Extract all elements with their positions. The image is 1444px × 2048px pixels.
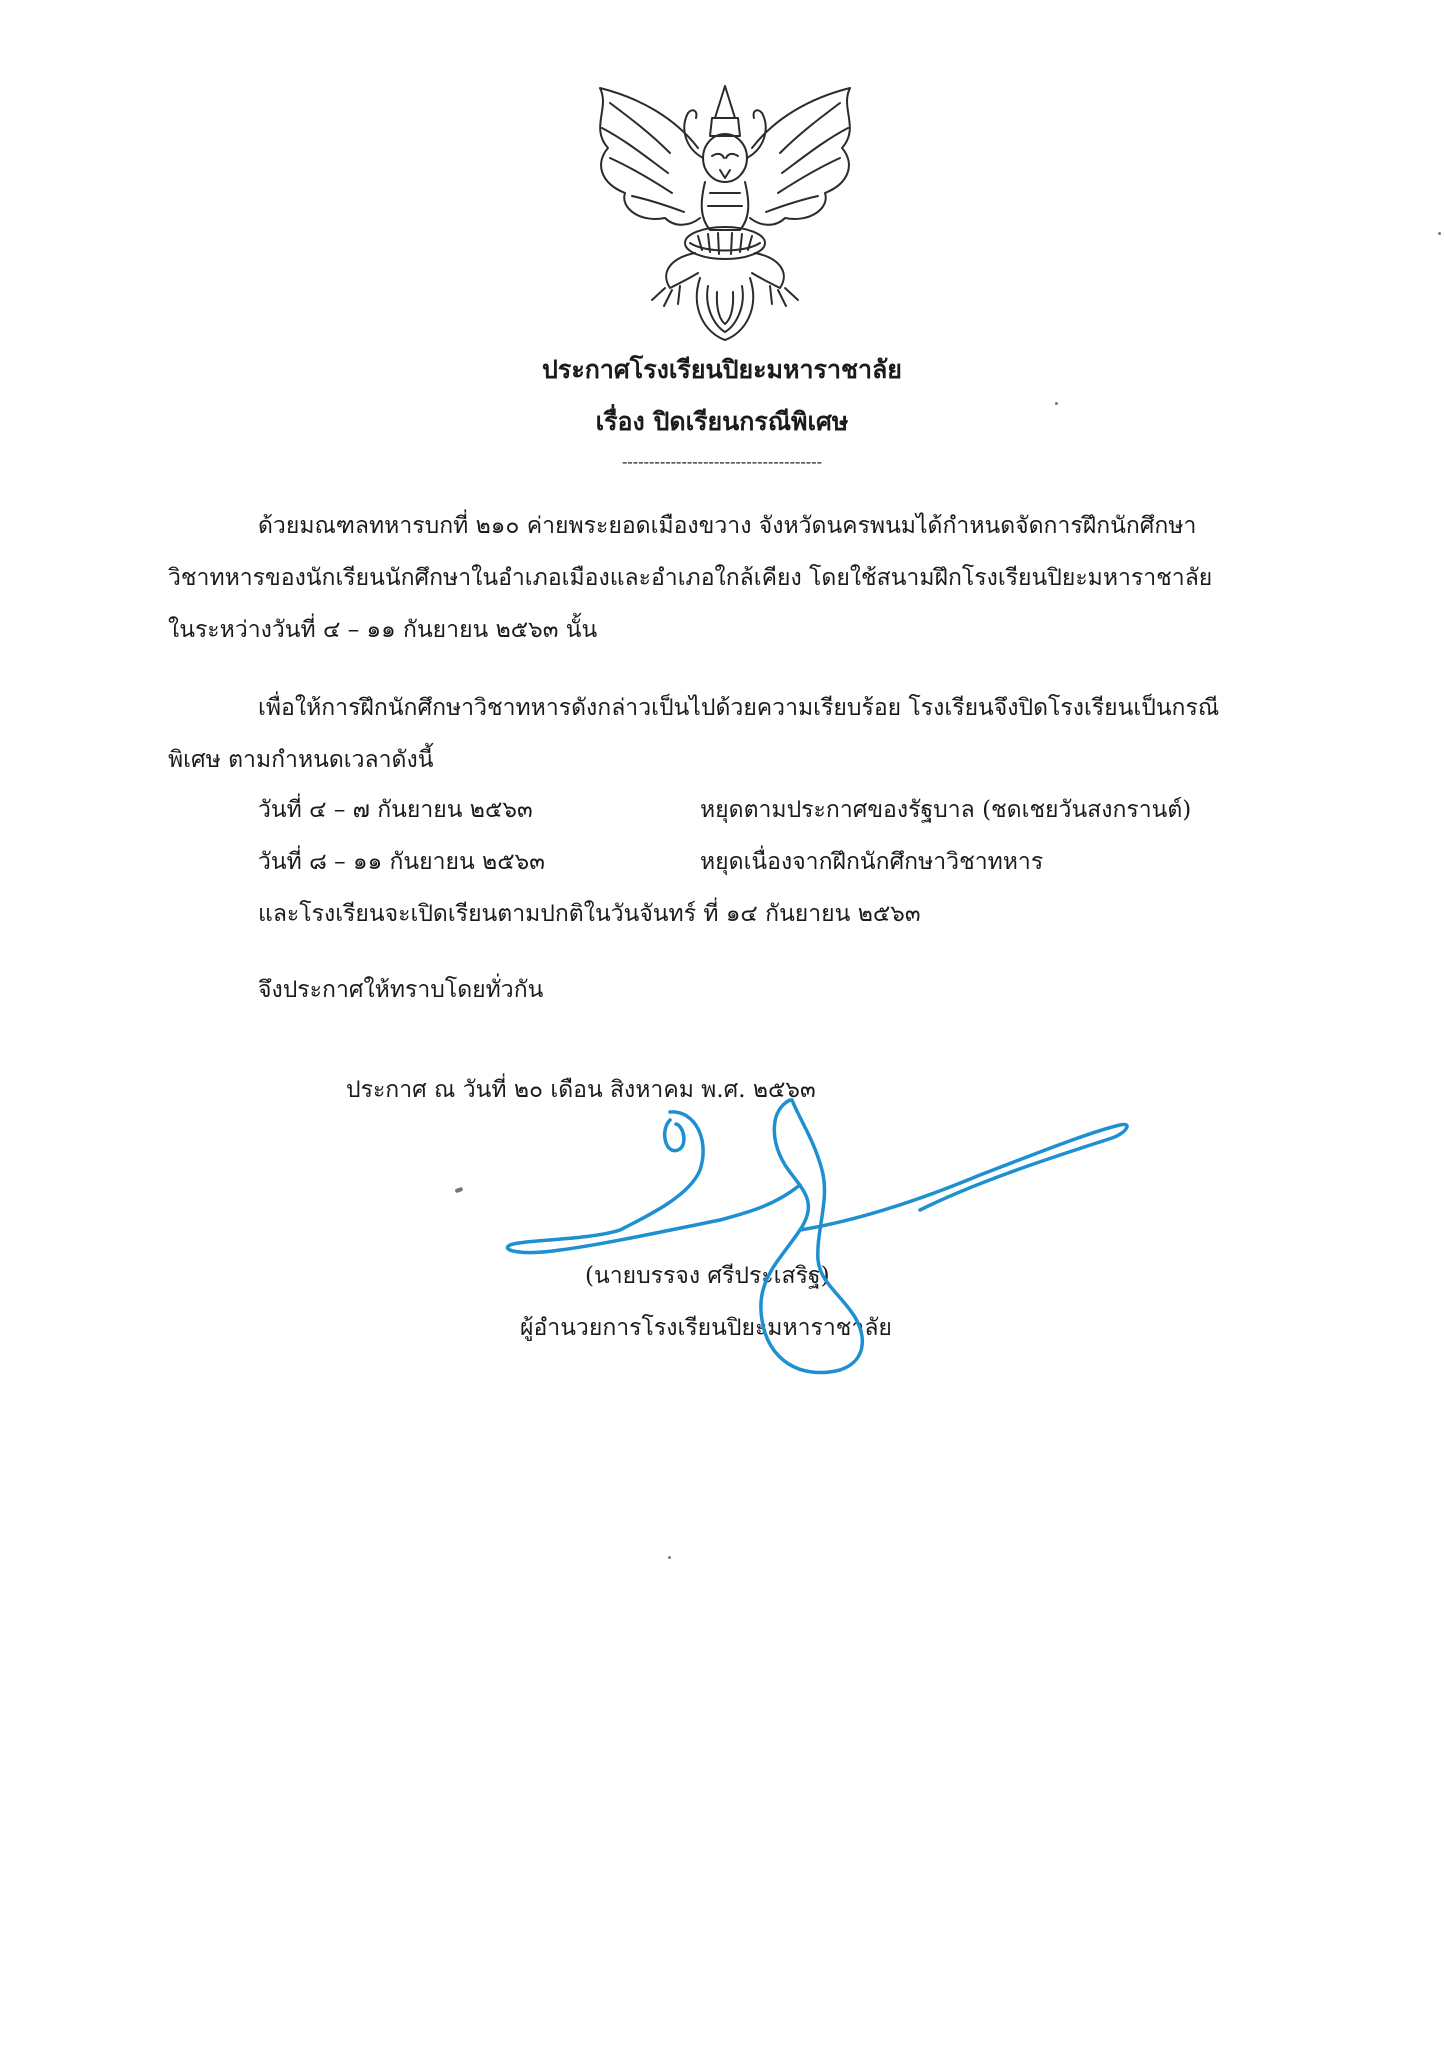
announce-date: ประกาศ ณ วันที่ ๒๐ เดือน สิงหาคม พ.ศ. ๒๕๖๓ [346,1077,816,1103]
handwritten-signature [500,1080,1140,1410]
heading-divider: ------------------------------------- [621,452,823,471]
paragraph1-line3: ในระหว่างวันที่ ๔ – ๑๑ กันยายน ๒๕๖๓ นั้น [168,617,598,643]
page-title: ประกาศโรงเรียนปิยะมหาราชาลัย [542,355,902,384]
closing-line: จึงประกาศให้ทราบโดยทั่วกัน [258,977,544,1003]
paragraph1-line2: วิชาทหารของนักเรียนนักศึกษาในอำเภอเมืองและอำเภอใกล้เคียง โดยใช้สนามฝึกโรงเรียนปิยะมหาราชาลัย [168,565,1213,591]
scan-speck [1438,232,1441,235]
schedule-row-1-date: วันที่ ๔ – ๗ กันยายน ๒๕๖๓ [258,797,533,823]
schedule-row-1-reason: หยุดตามประกาศของรัฐบาล (ชดเชยวันสงกรานต์) [700,797,1192,823]
signer-name: (นายบรรจง ศรีประเสริฐ) [585,1263,830,1289]
reopen-line: และโรงเรียนจะเปิดเรียนตามปกติในวันจันทร์ ที่ ๑๔ กันยายน ๒๕๖๓ [258,901,921,927]
signer-position: ผู้อำนวยการโรงเรียนปิยะมหาราชาลัย [520,1315,892,1341]
subject-line: เรื่อง ปิดเรียนกรณีพิเศษ [595,407,849,436]
scan-speck [455,1187,464,1193]
paragraph2-line2: พิเศษ ตามกำหนดเวลาดังนี้ [168,747,434,773]
scan-speck [668,1556,671,1559]
garuda-emblem [580,78,870,342]
schedule-row-2-date: วันที่ ๘ – ๑๑ กันยายน ๒๕๖๓ [258,849,545,875]
paragraph1-line1: ด้วยมณฑลทหารบกที่ ๒๑๐ ค่ายพระยอดเมืองขวาง จังหวัดนครพนมได้กำหนดจัดการฝึกนักศึกษา [258,513,1197,539]
scan-speck [1055,402,1058,405]
paragraph2-line1: เพื่อให้การฝึกนักศึกษาวิชาทหารดังกล่าวเป็นไปด้วยความเรียบร้อย โรงเรียนจึงปิดโรงเรียนเป็นกรณี [258,695,1220,721]
schedule-row-2-reason: หยุดเนื่องจากฝึกนักศึกษาวิชาทหาร [700,849,1044,875]
